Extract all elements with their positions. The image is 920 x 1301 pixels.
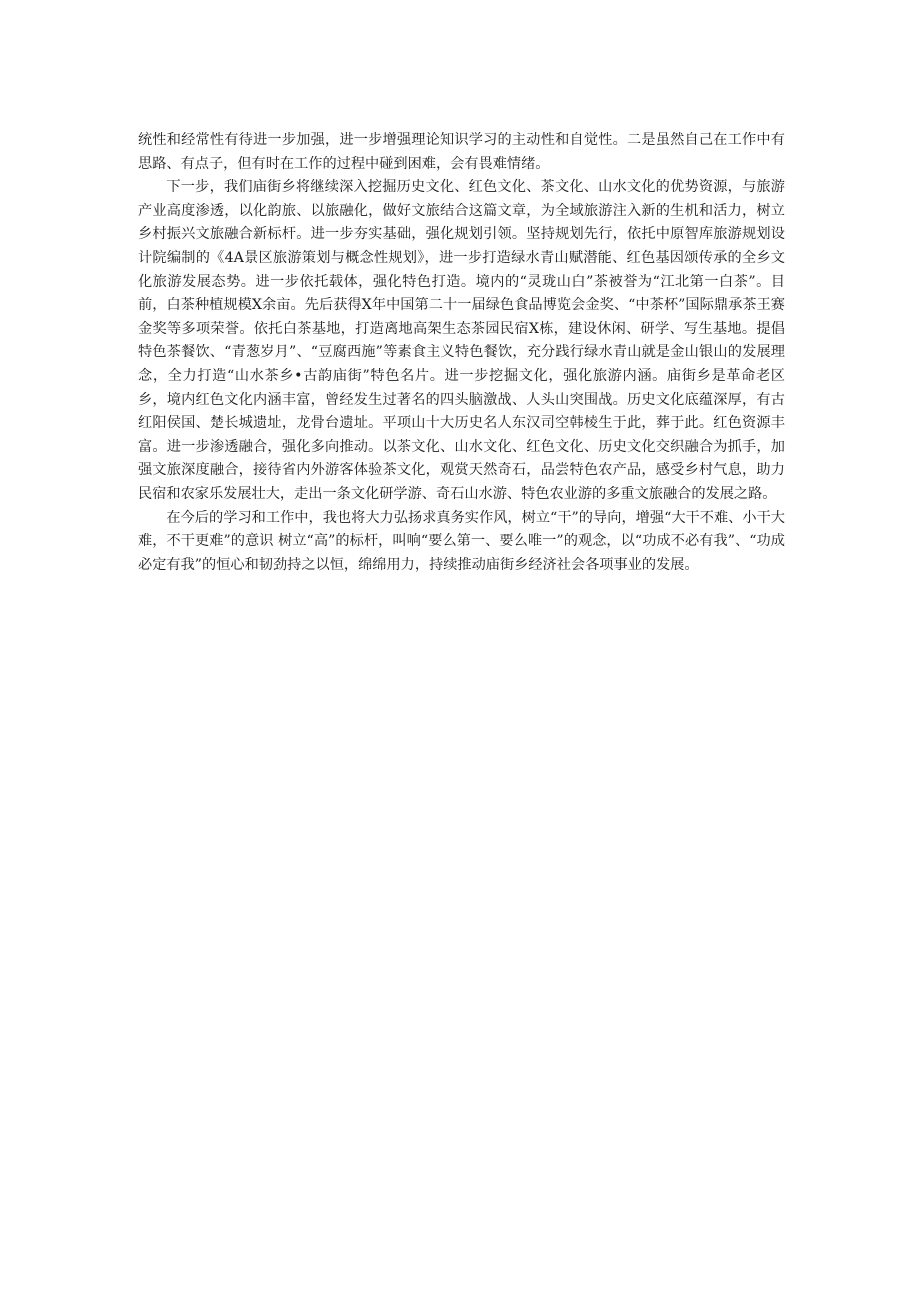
paragraph-2: 下一步，我们庙街乡将继续深入挖掘历史文化、红色文化、茶文化、山水文化的优势资源，与旅游产业高度渗透，以化韵旅、以旅融化，做好文旅结合这篇文章，为全域旅游注入新的生机和活力，树立乡村振兴文旅融合新标杆。进一步夯实基础，强化规划引领。坚持规划先行，依托中原智库旅游规划设计院编制的《4A景区旅游策划与概念性规划》，进一步打造绿水青山赋潜能、红色基因颂传承的全乡文化旅游发展态势。进一步依托载体，强化特色打造。境内的“灵珑山白”茶被誉为“江北第一白茶”。目前，白茶种植规模X余亩。先后获得X年中国第二十一届绿色食品博览会金奖、“中茶杯”国际鼎承茶王赛金奖等多项荣誉。依托白茶基地，打造离地高架生态茶园民宿X栋，建设休闲、研学、写生基地。提倡特色茶餐饮、“青葱岁月”、“豆腐西施”等素食主义特色餐饮，充分践行绿水青山就是金山银山的发展理念，全力打造“山水茶乡•古韵庙街”特色名片。进一步挖掘文化，强化旅游内涵。庙街乡是革命老区乡，境内红色文化内涵丰富，曾经发生过著名的四头脑激战、人头山突围战。历史文化底蕴深厚，有古红阳侯国、楚长城遗址，龙骨台遗址。平项山十大历史名人东汉司空韩棱生于此，葬于此。红色资源丰富。进一步渗透融合，强化多向推动。以茶文化、山水文化、红色文化、历史文化交织融合为抓手，加强文旅深度融合，接待省内外游客体验茶文化，观赏天然奇石，品尝特色农产品，感受乡村气息，助力民宿和农家乐发展壮大，走出一条文化研学游、奇石山水游、特色农业游的多重文旅融合的发展之路。 (138, 179, 785, 502)
paragraph-1: 统性和经常性有待进一步加强，进一步增强理论知识学习的主动性和自觉性。二是虽然自己在工作中有思路、有点子，但有时在工作的过程中碰到困难，会有畏难情绪。 (138, 132, 785, 172)
document-body (138, 129, 785, 577)
paragraph-3: 在今后的学习和工作中，我也将大力弘扬求真务实作风，树立“干”的导向，增强“大干不难、小干大难，不干更难”的意识 树立“高”的标杆，叫响“要么第一、要么唯一”的观念，以“功成不必有我”、“功成必定有我”的恒心和韧劲持之以恒，绵绵用力，持续推动庙街乡经济社会各项事业的发展。 (138, 509, 785, 573)
